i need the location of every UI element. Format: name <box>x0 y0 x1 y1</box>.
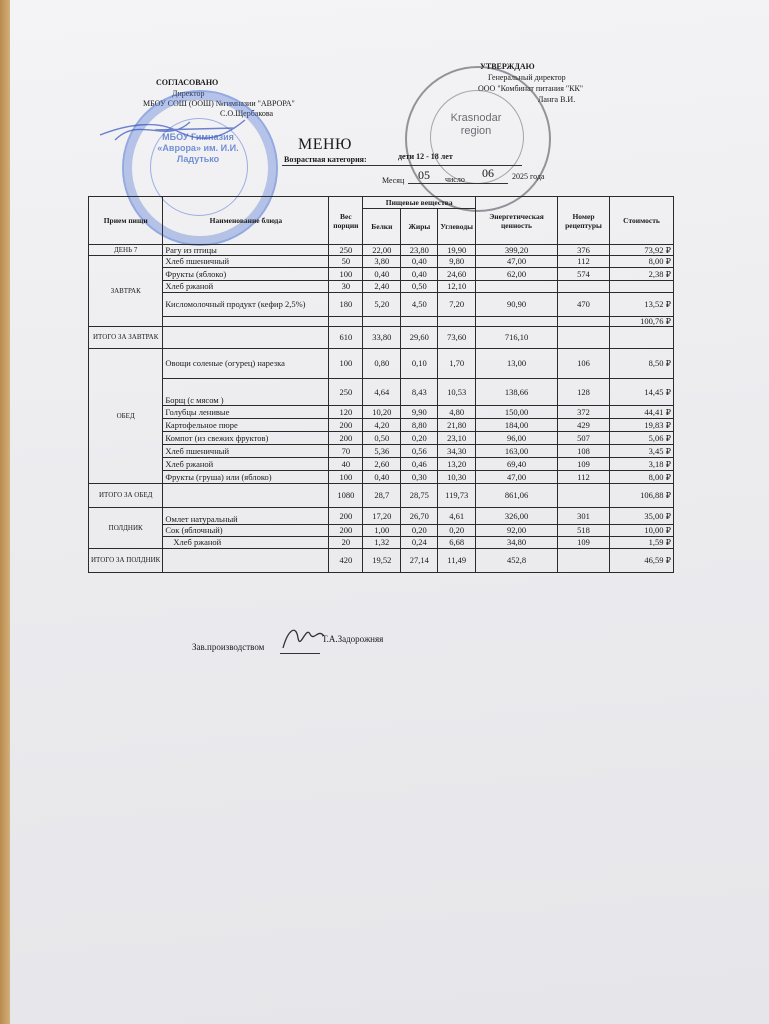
table-row: Хлеб пшеничный 70 5,36 0,56 34,30 163,00 108 3,45 ₽ <box>89 445 674 458</box>
header-carbs: Углеводы <box>438 209 476 245</box>
table-row: Фрукты (яблоко) 100 0,40 0,40 24,60 62,00 574 2,38 ₽ <box>89 268 674 281</box>
table-row: ОБЕД Овощи соленые (огурец) нарезка 100 0,80 0,10 1,70 13,00 106 8,50 ₽ <box>89 349 674 379</box>
age-category-value: дети 12 - 18 лет <box>398 152 453 161</box>
table-row: Борщ (с мясом ) 250 4,64 8,43 10,53 138,66 128 14,45 ₽ <box>89 379 674 406</box>
header-cost: Стоимость <box>610 197 674 245</box>
approval-left-name: С.О.Щербакова <box>220 109 274 118</box>
date-day-label: число <box>445 175 465 184</box>
approval-right-name: Ланга В.И. <box>538 95 576 104</box>
table-row: Голубцы ленивые 120 10,20 9,90 4,80 150,00 372 44,41 ₽ <box>89 406 674 419</box>
table-row: Фрукты (груша) или (яблоко) 100 0,40 0,30 10,30 47,00 112 8,00 ₽ <box>89 471 674 484</box>
meal-breakfast-label: ЗАВТРАК <box>89 256 163 327</box>
table-row: ИТОГО ЗА ЗАВТРАК 610 33,80 29,60 73,60 716,10 <box>89 327 674 349</box>
company-stamp-text: Krasnodar region <box>450 112 502 137</box>
footer-name: Т.А.Задорожняя <box>322 634 384 644</box>
breakfast-total-label: ИТОГО ЗА ЗАВТРАК <box>89 327 163 349</box>
date-month-value: 05 <box>418 168 430 182</box>
production-manager-signature <box>278 620 328 654</box>
table-row: Картофельное пюре 200 4,20 8,80 21,80 184,00 429 19,83 ₽ <box>89 419 674 432</box>
approval-left-position: Директор <box>172 89 205 98</box>
date-underline <box>408 183 508 184</box>
table-row: Хлеб ржаной 20 1,32 0,24 6,68 34,80 109 1,59 ₽ <box>89 537 674 549</box>
date-year: 2025 года <box>512 172 545 181</box>
table-row: ИТОГО ЗА ОБЕД 1080 28,7 28,75 119,73 861,06 106,88 ₽ <box>89 484 674 508</box>
table-row: ПОЛДНИК Омлет натуральный 200 17,20 26,70 4,61 326,00 301 35,00 ₽ <box>89 508 674 525</box>
table-row: ДЕНЬ 7 Рагу из птицы 250 22,00 23,80 19,90 399,20 376 73,92 ₽ <box>89 245 674 256</box>
approval-right-position: Генеральный директор <box>488 73 566 82</box>
table-row: Кисломолочный продукт (кефир 2,5%) 180 5,20 4,50 7,20 90,90 470 13,52 ₽ <box>89 293 674 317</box>
date-day-value: 06 <box>482 166 494 180</box>
director-signature <box>95 100 265 160</box>
header-fat: Жиры <box>401 209 438 245</box>
header-protein: Белки <box>363 209 401 245</box>
header-energy: Энергетическая ценность <box>476 197 558 245</box>
lunch-total-label: ИТОГО ЗА ОБЕД <box>89 484 163 508</box>
approval-right-title: УТВЕРЖДАЮ <box>480 62 535 71</box>
approval-left-title: СОГЛАСОВАНО <box>156 78 219 87</box>
age-category-label: Возрастная категория: <box>284 155 367 164</box>
header-meal: Прием пищи <box>89 197 163 245</box>
approval-right-org: ООО "Комбинат питания "КК" <box>478 84 584 93</box>
header-recipe: Номер рецептуры <box>558 197 610 245</box>
day-label: ДЕНЬ 7 <box>89 245 163 256</box>
table-row: Компот (из свежих фруктов) 200 0,50 0,20 23,10 96,00 507 5,06 ₽ <box>89 432 674 445</box>
snack-total-label: ИТОГО ЗА ПОЛДНИК <box>89 549 163 573</box>
header-dish: Наименование блюда <box>163 197 329 245</box>
table-row: Хлеб ржаной 30 2,40 0,50 12,10 <box>89 281 674 293</box>
menu-table <box>88 196 674 573</box>
header-weight: Вес порции <box>329 197 363 245</box>
document-title: МЕНЮ <box>298 136 352 153</box>
header-nutrients: Пищевые вещества <box>363 197 476 209</box>
date-month-label: Месяц <box>382 176 405 185</box>
footer-position: Зав.производством <box>192 642 265 652</box>
school-stamp-text: МБОУ Гимназия «Аврора» им. И.И. Ладутько <box>157 132 239 164</box>
table-row: Хлеб ржаной 40 2,60 0,46 13,20 69,40 109 3,18 ₽ <box>89 458 674 471</box>
table-row: 100,76 ₽ <box>89 317 674 327</box>
meal-snack-label: ПОЛДНИК <box>89 508 163 549</box>
approval-left-org: МБОУ СОШ (ООШ) №гимназии "АВРОРА" <box>143 99 295 108</box>
table-row: ЗАВТРАК Хлеб пшеничный 50 3,80 0,40 9,80 47,00 112 8,00 ₽ <box>89 256 674 268</box>
meal-lunch-label: ОБЕД <box>89 349 163 484</box>
table-row: Сок (яблочный) 200 1,00 0,20 0,20 92,00 518 10,00 ₽ <box>89 525 674 537</box>
table-row: ИТОГО ЗА ПОЛДНИК 420 19,52 27,14 11,49 452,8 46,59 ₽ <box>89 549 674 573</box>
